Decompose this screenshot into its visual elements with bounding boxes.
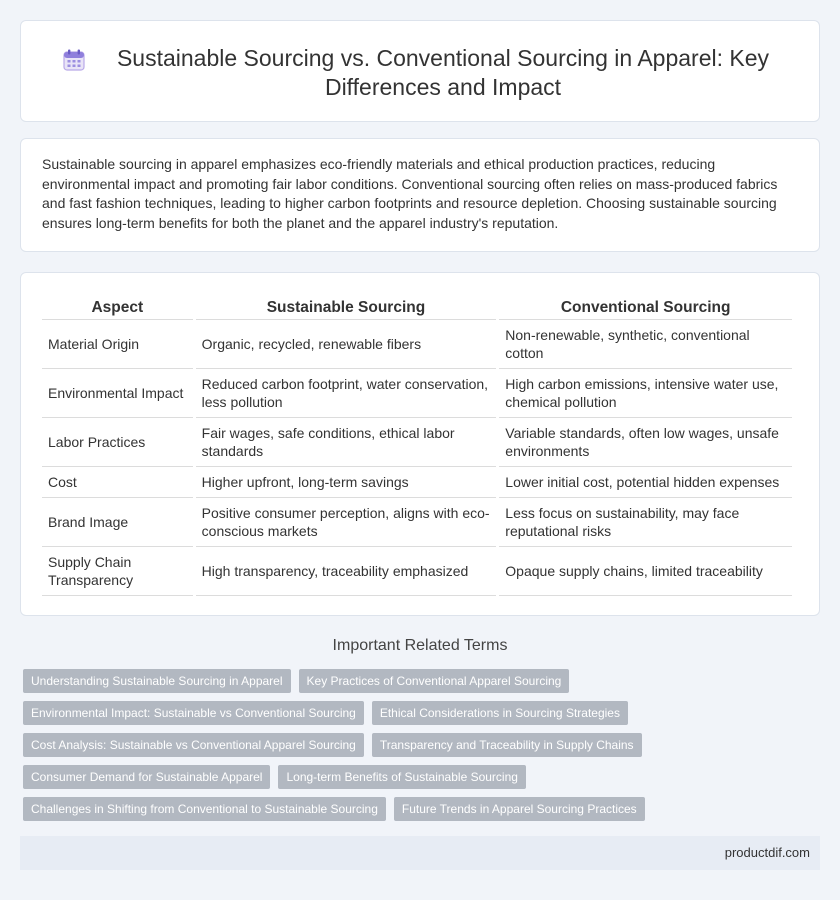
conventional-cell: High carbon emissions, intensive water use, chemical pollution <box>499 369 792 418</box>
header-conventional: Conventional Sourcing <box>499 293 792 320</box>
sustainable-cell: High transparency, traceability emphasized <box>196 547 497 596</box>
conventional-cell: Variable standards, often low wages, unsafe environments <box>499 418 792 467</box>
sustainable-cell: Fair wages, safe conditions, ethical labor standards <box>196 418 497 467</box>
conventional-cell: Non-renewable, synthetic, conventional cotton <box>499 320 792 369</box>
related-terms-list <box>23 669 823 829</box>
comparison-card <box>20 272 820 616</box>
related-term-tag[interactable]: Environmental Impact: Sustainable vs Conventional Sourcing <box>23 701 364 725</box>
sustainable-cell: Organic, recycled, renewable fibers <box>196 320 497 369</box>
related-term-tag[interactable]: Key Practices of Conventional Apparel Sourcing <box>299 669 570 693</box>
table-row <box>42 467 792 498</box>
sustainable-cell: Positive consumer perception, aligns with eco-conscious markets <box>196 498 497 547</box>
aspect-cell: Cost <box>42 467 193 498</box>
comparison-table <box>39 293 795 596</box>
calendar-icon <box>61 47 87 73</box>
aspect-cell: Supply Chain Transparency <box>42 547 193 596</box>
table-row <box>42 498 792 547</box>
table-header-row <box>42 293 792 320</box>
table-row <box>42 547 792 596</box>
related-term-tag[interactable]: Future Trends in Apparel Sourcing Practices <box>394 797 645 821</box>
related-term-tag[interactable]: Ethical Considerations in Sourcing Strategies <box>372 701 628 725</box>
page-title: Sustainable Sourcing vs. Conventional Sourcing in Apparel: Key Differences and Impact <box>116 45 770 100</box>
related-term-tag[interactable]: Long-term Benefits of Sustainable Sourcing <box>278 765 525 789</box>
header-sustainable: Sustainable Sourcing <box>196 293 497 320</box>
related-term-tag[interactable]: Transparency and Traceability in Supply Chains <box>372 733 642 757</box>
header-aspect: Aspect <box>42 293 193 320</box>
related-terms-title: Important Related Terms <box>332 637 508 654</box>
intro-card <box>20 138 820 252</box>
table-row <box>42 369 792 418</box>
conventional-cell: Lower initial cost, potential hidden expenses <box>499 467 792 498</box>
conventional-cell: Less focus on sustainability, may face reputational risks <box>499 498 792 547</box>
aspect-cell: Labor Practices <box>42 418 193 467</box>
site-link[interactable]: productdif.com <box>724 845 810 860</box>
related-term-tag[interactable]: Cost Analysis: Sustainable vs Conventional Apparel Sourcing <box>23 733 364 757</box>
table-row <box>42 418 792 467</box>
conventional-cell: Opaque supply chains, limited traceability <box>499 547 792 596</box>
aspect-cell: Brand Image <box>42 498 193 547</box>
table-row <box>42 320 792 369</box>
sustainable-cell: Higher upfront, long-term savings <box>196 467 497 498</box>
related-term-tag[interactable]: Challenges in Shifting from Conventional to Sustainable Sourcing <box>23 797 386 821</box>
footer-bar <box>20 836 820 870</box>
related-term-tag[interactable]: Understanding Sustainable Sourcing in Apparel <box>23 669 291 693</box>
related-term-tag[interactable]: Consumer Demand for Sustainable Apparel <box>23 765 270 789</box>
aspect-cell: Environmental Impact <box>42 369 193 418</box>
sustainable-cell: Reduced carbon footprint, water conservation, less pollution <box>196 369 497 418</box>
aspect-cell: Material Origin <box>42 320 193 369</box>
intro-paragraph: Sustainable sourcing in apparel emphasizes eco-friendly materials and ethical production practices, reducing environmental impact and promoting fair labor conditions. Conventional sourcing often relies on mass-produced fabrics and fast fashion techniques, leading to higher carbon footprints and resource depletion. Choosing sustainable sourcing ensures long-term benefits for both the planet and the apparel industry's reputation. <box>42 156 778 231</box>
header-card <box>20 20 820 122</box>
